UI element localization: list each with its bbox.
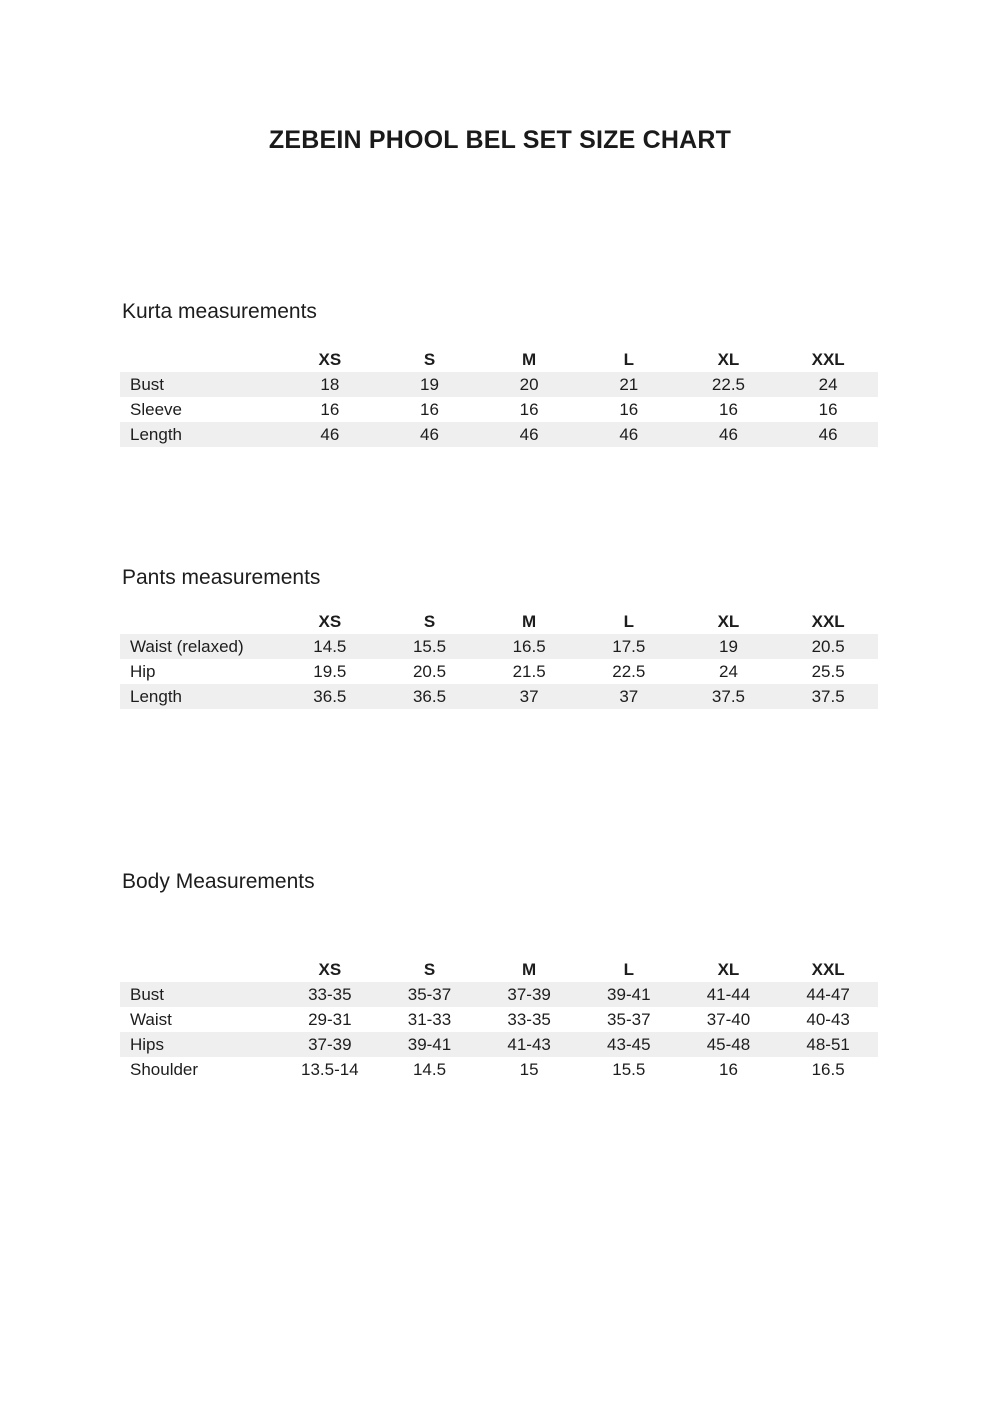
size-header-xl: XL [679, 610, 779, 634]
cell-value: 44-47 [806, 984, 850, 1004]
size-header-row [120, 348, 878, 372]
cell-value: 46 [519, 424, 539, 444]
size-header-l: L [579, 958, 679, 982]
row-label: Length [130, 686, 182, 706]
cell-value: 16 [718, 1059, 738, 1079]
size-header-xl: XL [679, 958, 779, 982]
size-header-blank [120, 610, 280, 634]
table-row-waist-relaxed [120, 634, 878, 659]
table-row-hips [120, 1032, 878, 1057]
cell-value: 33-35 [507, 1009, 551, 1029]
cell-value: 40-43 [806, 1009, 850, 1029]
cell-value: 16 [519, 399, 539, 419]
cell-value: 46 [818, 424, 838, 444]
cell-value: 13.5-14 [300, 1059, 359, 1079]
cell-value: 20.5 [811, 636, 845, 656]
cell-value: 31-33 [407, 1009, 452, 1029]
table-row-length [120, 422, 878, 447]
cell-value: 48-51 [806, 1034, 850, 1054]
cell-value: 16 [619, 399, 639, 419]
cell-value: 16.5 [512, 636, 546, 656]
document-title: ZEBEIN PHOOL BEL SET SIZE CHART [268, 126, 732, 154]
cell-value: 33-35 [308, 984, 352, 1004]
row-label: Sleeve [130, 399, 182, 419]
size-header-row [120, 958, 878, 982]
cell-value: 29-31 [308, 1009, 352, 1029]
cell-value: 15.5 [612, 1059, 646, 1079]
size-header-m: M [479, 348, 579, 372]
size-header-xs: XS [280, 348, 380, 372]
cell-value: 39-41 [607, 984, 651, 1004]
cell-value: 16 [320, 399, 340, 419]
row-label: Waist (relaxed) [130, 636, 244, 656]
table-row-sleeve [120, 397, 878, 422]
size-header-s: S [380, 348, 480, 372]
size-header-blank [120, 348, 280, 372]
size-header-s: S [380, 958, 480, 982]
cell-value: 35-37 [407, 984, 452, 1004]
body-measurements-table [120, 958, 878, 1082]
cell-value: 22.5 [711, 374, 745, 394]
size-header-m: M [479, 610, 579, 634]
cell-value: 20 [519, 374, 539, 394]
table-row-length [120, 684, 878, 709]
table-row-bust [120, 372, 878, 397]
row-label: Length [130, 424, 182, 444]
cell-value: 14.5 [412, 1059, 447, 1079]
cell-value: 37.5 [711, 686, 745, 706]
cell-value: 46 [718, 424, 738, 444]
cell-value: 24 [818, 374, 838, 394]
cell-value: 37 [519, 686, 539, 706]
cell-value: 46 [320, 424, 340, 444]
cell-value: 16 [420, 399, 439, 419]
size-header-s: S [380, 610, 480, 634]
size-header-row [120, 610, 878, 634]
size-header-m: M [479, 958, 579, 982]
section-heading-body: Body Measurements [122, 870, 315, 893]
cell-value: 35-37 [607, 1009, 651, 1029]
row-label: Bust [130, 374, 165, 394]
cell-value: 24 [718, 661, 738, 681]
cell-value: 39-41 [407, 1034, 452, 1054]
size-header-l: L [579, 348, 679, 372]
table-row-bust [120, 982, 878, 1007]
cell-value: 37-39 [507, 984, 551, 1004]
row-label: Shoulder [130, 1059, 199, 1079]
cell-value: 36.5 [313, 686, 347, 706]
cell-value: 36.5 [412, 686, 447, 706]
table-row-shoulder [120, 1057, 878, 1082]
cell-value: 41-44 [706, 984, 751, 1004]
cell-value: 15.5 [412, 636, 447, 656]
cell-value: 22.5 [612, 661, 646, 681]
cell-value: 19.5 [313, 661, 347, 681]
cell-value: 37-40 [706, 1009, 751, 1029]
table-row-waist [120, 1007, 878, 1032]
cell-value: 16 [718, 399, 738, 419]
row-label: Hips [130, 1034, 165, 1054]
cell-value: 37 [619, 686, 639, 706]
row-label: Bust [130, 984, 165, 1004]
cell-value: 37-39 [308, 1034, 352, 1054]
cell-value: 19 [420, 374, 439, 394]
cell-value: 21.5 [512, 661, 546, 681]
cell-value: 15 [519, 1059, 539, 1079]
table-row-hip [120, 659, 878, 684]
section-heading-pants: Pants measurements [122, 566, 321, 589]
size-header-xxl: XXL [778, 958, 878, 982]
row-label: Waist [130, 1009, 172, 1029]
cell-value: 46 [420, 424, 439, 444]
cell-value: 20.5 [412, 661, 447, 681]
cell-value: 21 [619, 374, 639, 394]
size-header-xs: XS [280, 958, 380, 982]
cell-value: 41-43 [507, 1034, 551, 1054]
size-header-blank [120, 958, 280, 982]
cell-value: 25.5 [811, 661, 845, 681]
row-label: Hip [130, 661, 156, 681]
size-header-xxl: XXL [778, 610, 878, 634]
cell-value: 18 [320, 374, 340, 394]
size-header-xl: XL [679, 348, 779, 372]
pants-measurements-table [120, 610, 878, 709]
kurta-measurements-table [120, 348, 878, 447]
size-header-xs: XS [280, 610, 380, 634]
cell-value: 14.5 [313, 636, 347, 656]
cell-value: 46 [619, 424, 639, 444]
cell-value: 17.5 [612, 636, 646, 656]
cell-value: 16 [818, 399, 838, 419]
section-heading-kurta: Kurta measurements [122, 300, 317, 323]
cell-value: 45-48 [706, 1034, 751, 1054]
cell-value: 16.5 [811, 1059, 845, 1079]
size-header-xxl: XXL [778, 348, 878, 372]
cell-value: 43-45 [607, 1034, 651, 1054]
size-header-l: L [579, 610, 679, 634]
cell-value: 19 [718, 636, 738, 656]
cell-value: 37.5 [811, 686, 845, 706]
